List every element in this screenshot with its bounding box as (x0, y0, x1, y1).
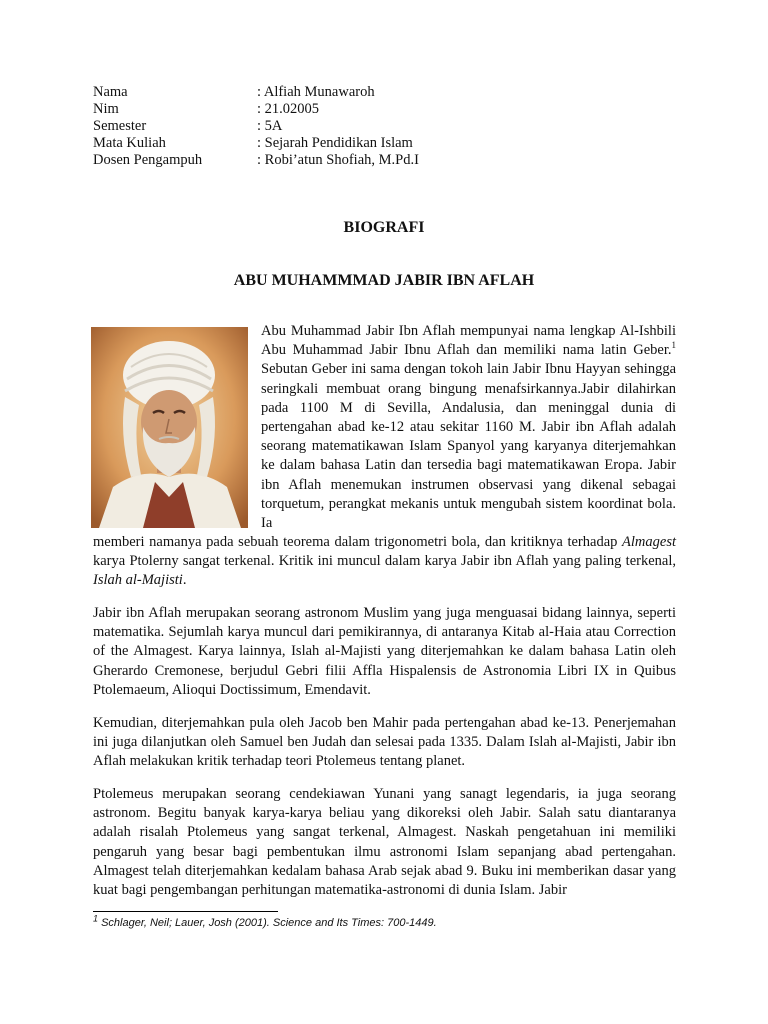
footnote (93, 913, 437, 929)
islah-italic: Islah al-Majisti (93, 572, 183, 589)
footnote-divider (93, 911, 278, 912)
paragraph-4: Ptolemeus merupakan seorang cendekiawan Yunani yang sanagt legendaris, ia juga seorang astronom. Begitu banyak karya-karya beliau yang dikoreksi oleh Jabir. Salah satu diantaranya adalah risalah Ptolemeus yang sangat terkenal, Almagest. Naskah pengetahuan ini memiliki pengaruh yang besar bagi pembentukan ilmu astronomi Islam sepanjang abad pertengahan. Almagest telah diterjemahkan kedalam bahasa Arab sejak abad 9. Buku ini memberikan dasar yang kuat bagi pengembangan perhitungan matematika-astronomi di dunia Islam. Jabir (93, 786, 676, 899)
paragraph-2: Jabir ibn Aflah merupakan seorang astronom Muslim yang juga menguasai bidang lainnya, seperti matematika. Sejumlah karya muncul dari pemikirannya, di antaranya Kitab al-Haia atau Correction of the Almagest. Karya lainnya, Islah al-Majisti yang diterjemahkan ke dalam bahasa Latin oleh Gherardo Cremonese, berjudul Gebri filii Affla Hispalensis de Astronomia Libri IX in Quibus Ptolemaeum, Alioqui Doctissimum, Emendavit. (93, 605, 676, 698)
paragraph-1-text-b: Sebutan Geber ini sama dengan tokoh lain Jabir Ibnu Hayyan sehingga seringkali membuat orang bingung menafsirkannya.Jabir dilahirkan pada 1100 M di Sevilla, Andalusia, dan meninggal dunia di pertengahan abad ke-12 atau sekitar 1160 M. Jabir ibn Aflah adalah seorang matematikawan Islam Spanyol yang karyanya diterjemahkan ke dalam bahasa Latin dan tersedia bagi matematikawan Eropa. Jabir ibn Aflah menemukan instrumen observasi yang dikenal sebagai torquetum, perangkat mekanis untuk mengubah sistem koordinat bola. Ia (261, 361, 676, 532)
info-value: : Robi’atun Shofiah, M.Pd.I (257, 152, 419, 168)
paragraph-3: Kemudian, diterjemahkan pula oleh Jacob ben Mahir pada pertengahan abad ke-13. Penerjemahan ini juga dilanjutkan oleh Samuel ben Judah dan selesai pada 1335. Dalam Islah al-Majisti, Jabir ibn Aflah melakukan kritik terhadap teori Ptolemeus tentang planet. (93, 715, 676, 770)
paragraph-1-text-c: memberi namanya pada sebuah teorema dalam trigonometri bola, dan kritiknya terhadap (93, 534, 623, 550)
paragraph-1-wrap (261, 322, 676, 533)
info-label: Mata Kuliah (93, 135, 166, 151)
almagest-italic: Almagest (622, 534, 676, 550)
paragraph-1-text-e: . (182, 572, 187, 589)
info-value: : 5A (257, 118, 283, 134)
info-label: Nim (93, 101, 119, 117)
student-info (93, 84, 419, 169)
info-label: Semester (93, 118, 147, 134)
portrait-image (91, 327, 248, 528)
info-label: Dosen Pengampuh (93, 152, 203, 168)
footnote-ref: 1 (671, 340, 676, 351)
footnote-number: 1 (93, 913, 99, 924)
info-label: Nama (93, 84, 128, 100)
portrait-illustration (91, 327, 248, 528)
info-value: : 21.02005 (257, 101, 320, 117)
paragraph-1-text-d: karya Ptolerny sangat terkenal. Kritik ini muncul dalam karya Jabir ibn Aflah yang paling terkenal, (93, 553, 676, 570)
info-row-nim (93, 101, 419, 118)
info-value: : Sejarah Pendidikan Islam (257, 135, 413, 151)
document-subtitle: ABU MUHAMMMAD JABIR IBN AFLAH (233, 272, 535, 289)
footnote-text: Schlager, Neil; Lauer, Josh (2001). Science and Its Times: 700-1449. (98, 917, 437, 929)
info-row-semester (93, 118, 419, 135)
document-title: BIOGRAFI (343, 219, 425, 236)
info-row-mata-kuliah (93, 135, 419, 152)
info-row-dosen (93, 152, 419, 169)
paragraph-1-text-a: Abu Muhammad Jabir Ibn Aflah mempunyai nama lengkap Al-Ishbili Abu Muhammad Jabir Ibnu Aflah dan memiliki nama latin Geber. (261, 323, 676, 359)
info-value: : Alfiah Munawaroh (257, 84, 375, 100)
paragraph-1-continued (93, 533, 676, 591)
info-row-nama (93, 84, 419, 101)
